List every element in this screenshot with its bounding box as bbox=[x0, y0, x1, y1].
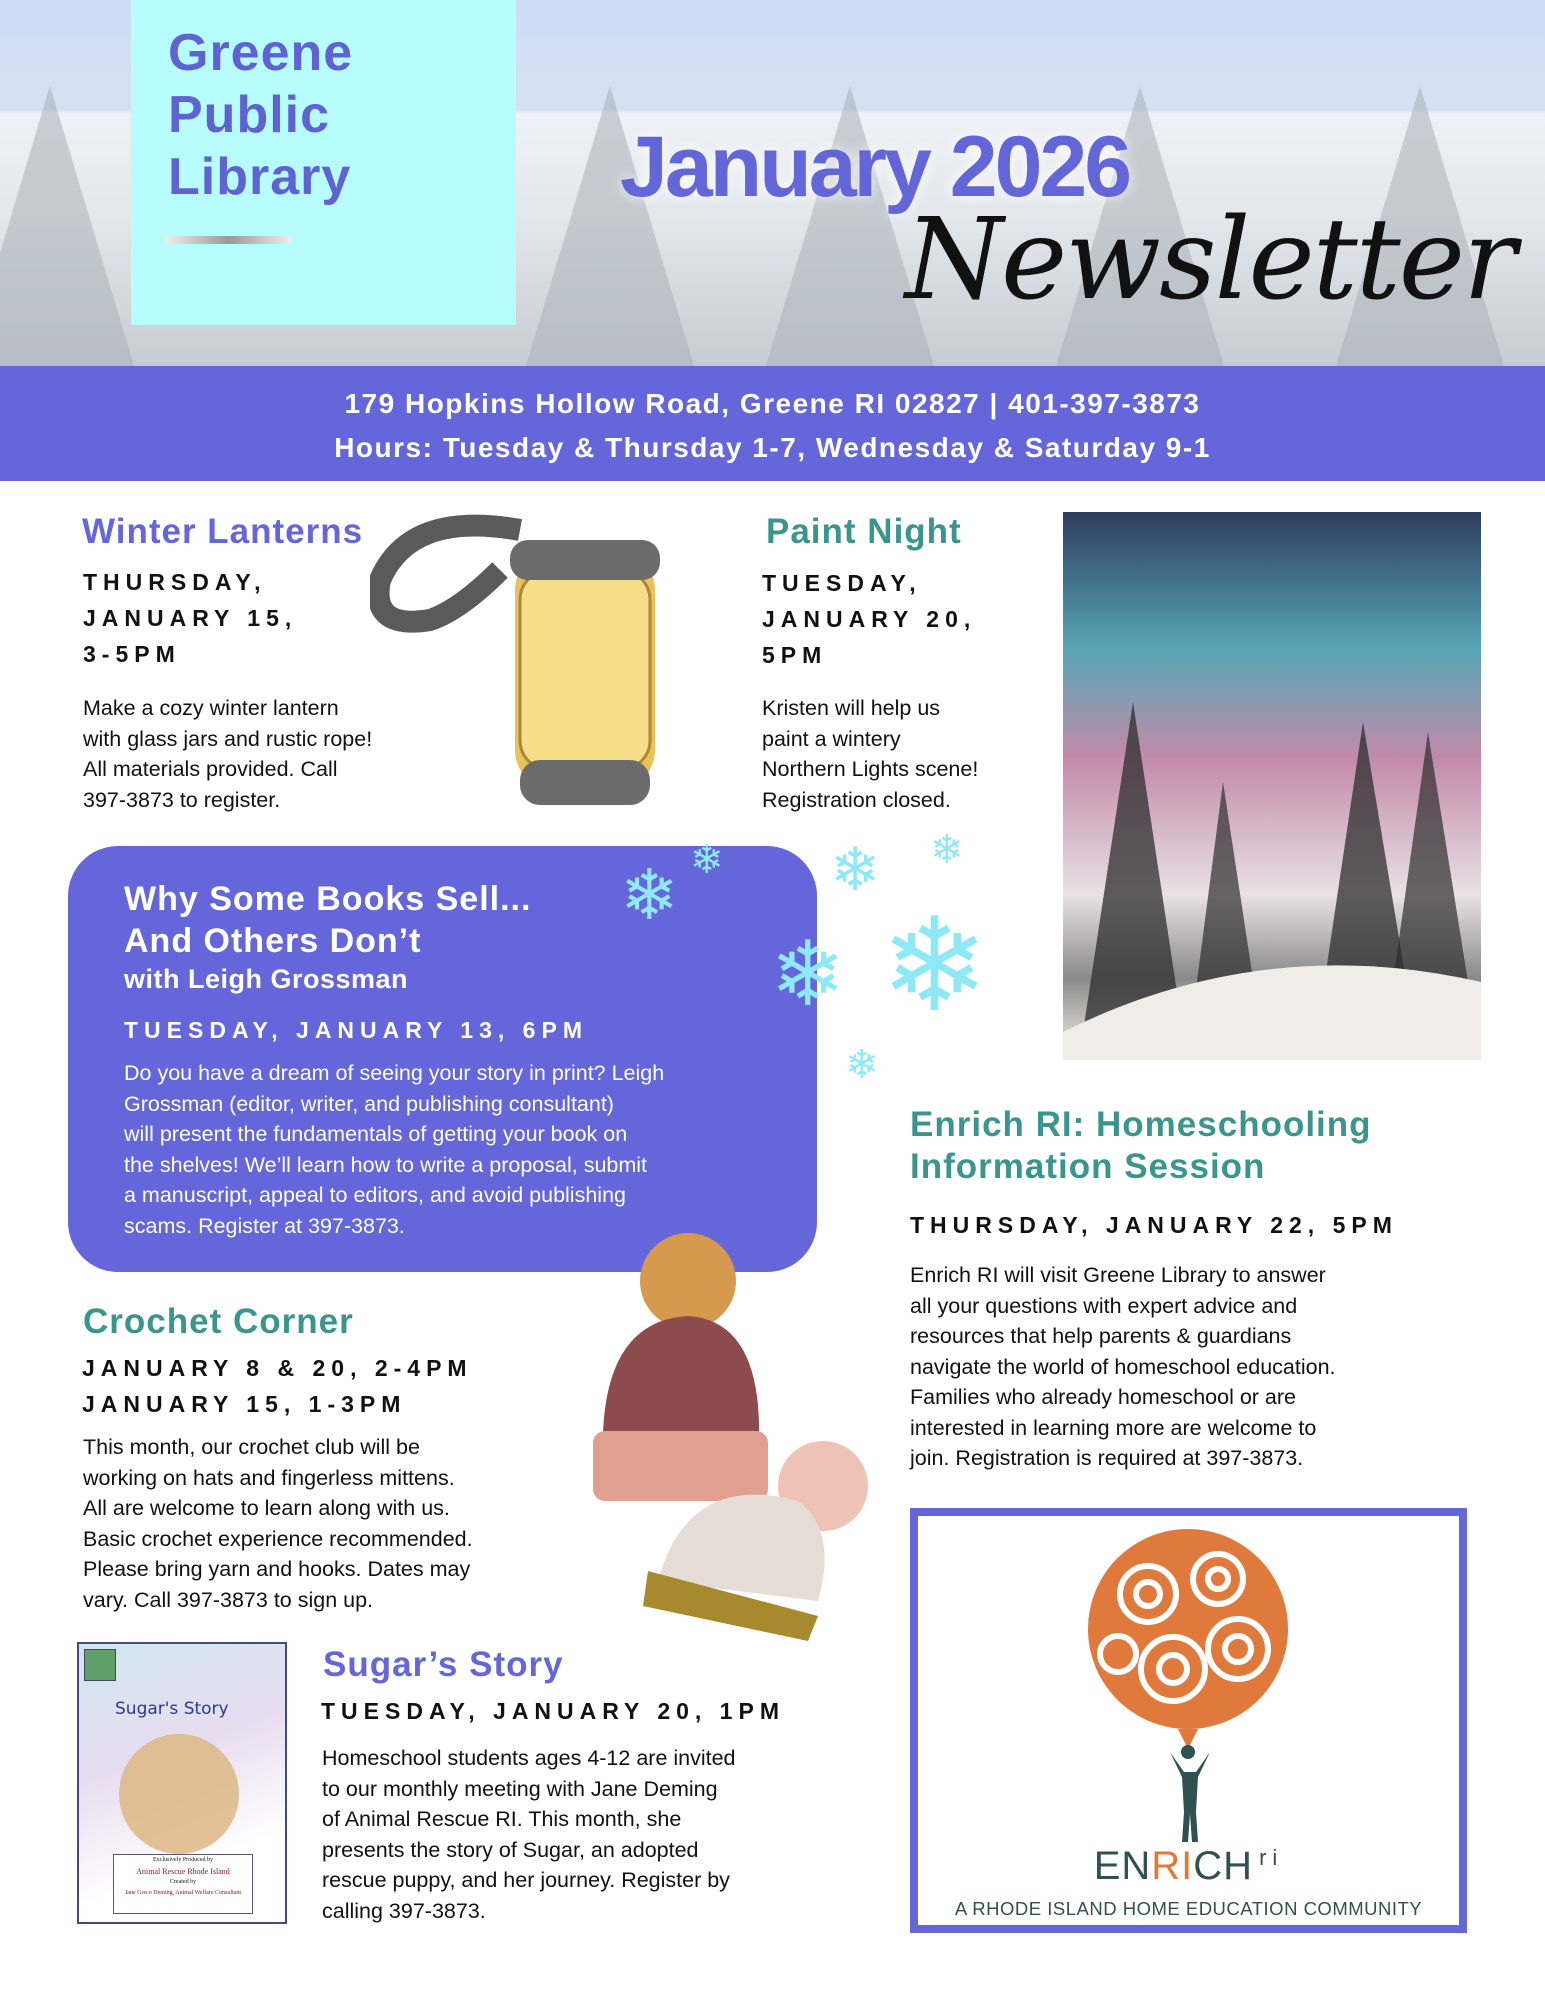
wordmark-part: ri bbox=[1259, 1845, 1284, 1870]
event-title-paint-night: Paint Night bbox=[766, 512, 962, 551]
wordmark-part: EN bbox=[1093, 1844, 1152, 1888]
address: 179 Hopkins Hollow Road, Greene RI 02827 | 401-397-3873 bbox=[344, 388, 1201, 419]
date-line: 3-5PM bbox=[83, 641, 181, 667]
wordmark-part: CH bbox=[1193, 1844, 1254, 1888]
event-presenter: with Leigh Grossman bbox=[124, 964, 409, 994]
library-name-line: Greene bbox=[168, 24, 354, 82]
event-title-lanterns: Winter Lanterns bbox=[82, 512, 364, 551]
enrich-ri-logo bbox=[910, 1508, 1467, 1933]
enrich-tagline: A RHODE ISLAND HOME EDUCATION COMMUNITY bbox=[954, 1898, 1423, 1919]
body-line: navigate the world of homeschool education. bbox=[910, 1354, 1336, 1379]
tree-spiral-icon bbox=[1078, 1524, 1298, 1774]
wordmark-part: RI bbox=[1151, 1844, 1194, 1888]
body-line: Make a cozy winter lantern bbox=[83, 696, 339, 720]
northern-lights-painting bbox=[1063, 512, 1481, 1060]
event-body-lanterns bbox=[83, 693, 372, 815]
title-line: Why Some Books Sell... bbox=[124, 880, 532, 918]
date-line: THURSDAY, bbox=[83, 569, 267, 595]
body-line: Grossman (editor, writer, and publishing consultant) bbox=[124, 1091, 614, 1116]
body-line: will present the fundamentals of getting your book on bbox=[124, 1122, 628, 1146]
body-line: All materials provided. Call bbox=[83, 757, 338, 781]
date-line: TUESDAY, bbox=[762, 570, 922, 596]
event-date-lanterns bbox=[83, 564, 297, 672]
body-line: This month, our crochet club will be bbox=[83, 1435, 420, 1459]
body-line: Northern Lights scene! bbox=[762, 757, 979, 781]
body-line: working on hats and fingerless mittens. bbox=[83, 1465, 455, 1490]
body-line: Kristen will help us bbox=[762, 696, 941, 720]
snowflake-decoration bbox=[600, 800, 1060, 1100]
event-body-sugar bbox=[322, 1743, 736, 1926]
rescue-logo bbox=[84, 1649, 116, 1681]
body-line: of Animal Rescue RI. This month, she bbox=[322, 1807, 682, 1831]
enrich-wordmark bbox=[918, 1844, 1459, 1889]
crochet-hats-image bbox=[568, 1231, 878, 1641]
body-line: calling 397-3873. bbox=[322, 1898, 486, 1923]
cover-title: Sugar's Story bbox=[115, 1699, 229, 1719]
body-line: presents the story of Sugar, an adopted bbox=[322, 1837, 699, 1862]
event-title-books bbox=[124, 878, 531, 962]
body-line: paint a wintery bbox=[762, 726, 901, 751]
snowflake-icon: ❄ bbox=[930, 828, 964, 872]
library-name-line: Public bbox=[168, 86, 331, 144]
body-line: 397-3873 to register. bbox=[83, 787, 281, 812]
body-line: Enrich RI will visit Greene Library to answer bbox=[910, 1263, 1326, 1287]
snowflake-icon: ❄ bbox=[620, 856, 679, 934]
divider bbox=[166, 236, 291, 244]
event-date-enrich: THURSDAY, JANUARY 22, 5PM bbox=[910, 1212, 1398, 1238]
body-line: join. Registration is required at 397-3873. bbox=[910, 1446, 1304, 1470]
cover-credit-line: Animal Rescue Rhode Island bbox=[136, 1867, 230, 1876]
body-line: with glass jars and rustic rope! bbox=[83, 726, 373, 751]
date-line: 5PM bbox=[762, 642, 828, 668]
body-line: rescue puppy, and her journey. Register by bbox=[322, 1868, 730, 1892]
event-title-sugar: Sugar’s Story bbox=[323, 1645, 564, 1684]
event-body-crochet bbox=[83, 1432, 473, 1615]
contact-band bbox=[0, 366, 1545, 481]
event-body-paint-night bbox=[762, 693, 978, 815]
body-line: Please bring yarn and hooks. Dates may bbox=[83, 1557, 471, 1581]
snowflake-icon: ❄ bbox=[880, 892, 989, 1038]
cover-credit-line: Created by bbox=[169, 1879, 197, 1885]
hours: Hours: Tuesday & Thursday 1-7, Wednesday & Saturday 9-1 bbox=[334, 432, 1211, 463]
title-line: Enrich RI: Homeschooling bbox=[910, 1105, 1372, 1144]
body-line: to our monthly meeting with Jane Deming bbox=[322, 1776, 718, 1801]
body-line: the shelves! We’ll learn how to write a proposal, submit bbox=[124, 1152, 648, 1177]
title-line: And Others Don’t bbox=[124, 922, 422, 960]
library-name-line: Library bbox=[168, 148, 352, 206]
body-line: vary. Call 397-3873 to sign up. bbox=[83, 1587, 374, 1612]
body-line: all your questions with expert advice and bbox=[910, 1293, 1298, 1318]
body-line: scams. Register at 397-3873. bbox=[124, 1213, 405, 1238]
body-line: interested in learning more are welcome to bbox=[910, 1415, 1317, 1440]
cover-credit-line: Jane Greco Deming, Animal Welfare Consultant bbox=[124, 1890, 242, 1896]
newsletter-month: January 2026 bbox=[620, 119, 1130, 215]
event-body-enrich bbox=[910, 1260, 1336, 1474]
newsletter-title: Newsletter bbox=[905, 195, 1515, 325]
cover-credit-line: Exclusively Produced by bbox=[153, 1857, 213, 1863]
snowflake-icon: ❄ bbox=[690, 838, 724, 882]
sugars-story-book-cover bbox=[77, 1642, 287, 1924]
lantern-image bbox=[370, 510, 695, 820]
date-line: JANUARY 8 & 20, 2-4PM bbox=[82, 1355, 473, 1381]
snowflake-icon: ❄ bbox=[845, 1043, 879, 1087]
body-line: All are welcome to learn along with us. bbox=[83, 1496, 450, 1520]
snowflake-icon: ❄ bbox=[830, 836, 881, 903]
cover-credits bbox=[113, 1854, 253, 1914]
body-line: resources that help parents & guardians bbox=[910, 1324, 1292, 1348]
body-line: Basic crochet experience recommended. bbox=[83, 1526, 473, 1551]
event-date-crochet bbox=[82, 1350, 473, 1422]
body-line: Families who already homeschool or are bbox=[910, 1385, 1296, 1409]
event-body-books bbox=[124, 1058, 664, 1241]
event-date-books: TUESDAY, JANUARY 13, 6PM bbox=[124, 1017, 588, 1043]
title-line: Information Session bbox=[910, 1147, 1266, 1186]
body-line: Registration closed. bbox=[762, 787, 951, 812]
date-line: JANUARY 15, 1-3PM bbox=[82, 1391, 407, 1417]
library-name bbox=[168, 22, 488, 208]
event-date-paint-night bbox=[762, 565, 976, 673]
body-line: Do you have a dream of seeing your story in print? Leigh bbox=[124, 1061, 665, 1085]
body-line: Homeschool students ages 4-12 are invited bbox=[322, 1746, 736, 1770]
date-line: JANUARY 15, bbox=[83, 605, 298, 631]
event-title-enrich bbox=[910, 1104, 1372, 1188]
event-title-crochet: Crochet Corner bbox=[83, 1302, 354, 1341]
date-line: JANUARY 20, bbox=[762, 606, 977, 632]
puppy-illustration bbox=[119, 1734, 239, 1854]
body-line: a manuscript, appeal to editors, and avoid publishing bbox=[124, 1183, 626, 1207]
snowflake-icon: ❄ bbox=[770, 925, 846, 1025]
event-date-sugar: TUESDAY, JANUARY 20, 1PM bbox=[321, 1698, 785, 1724]
person-figure-icon bbox=[1168, 1752, 1212, 1842]
